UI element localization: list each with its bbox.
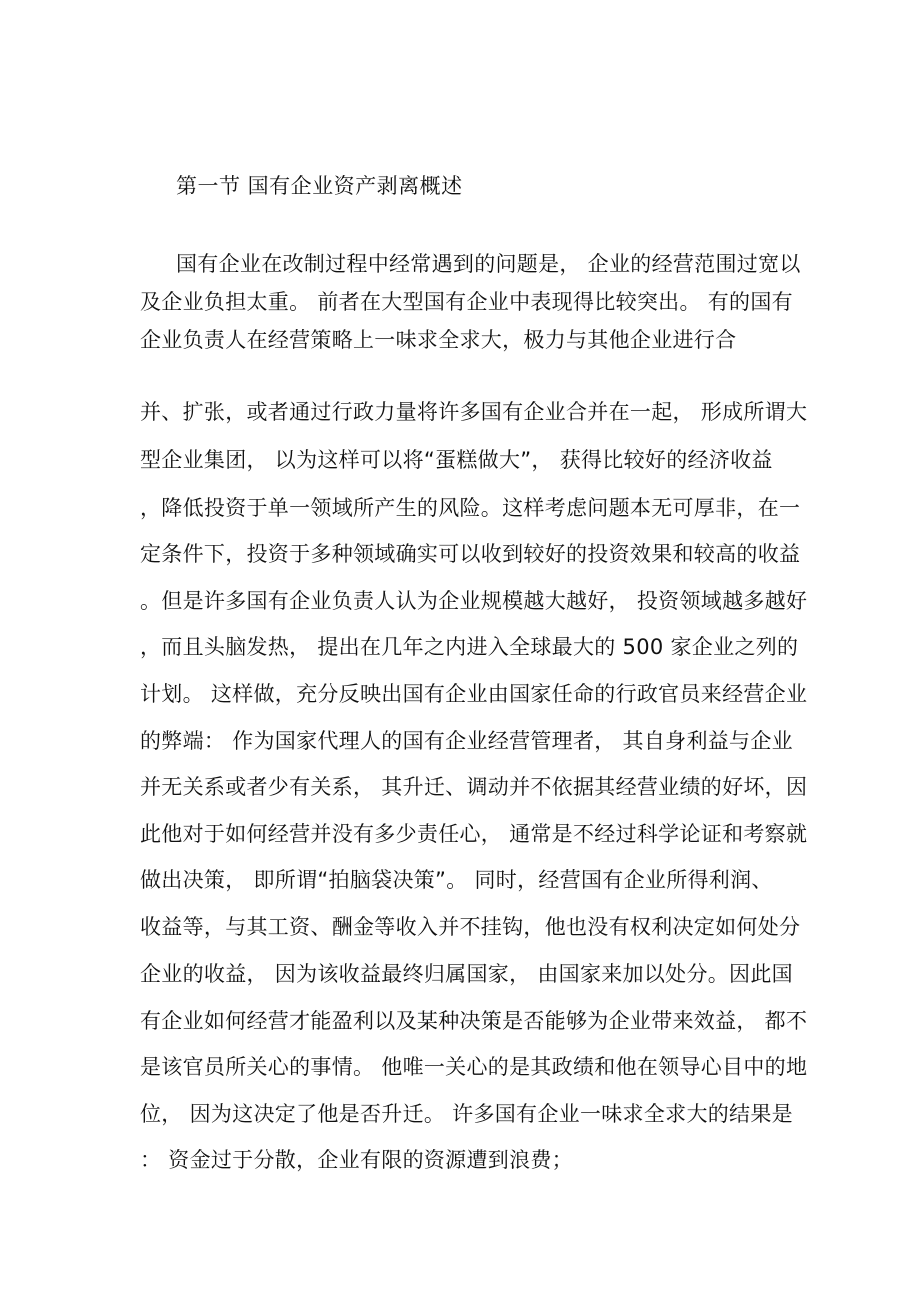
- paragraph-line: 国有企业在改制过程中经常遇到的问题是， 企业的经营范围过宽以: [176, 252, 801, 276]
- section-heading: 第一节 国有企业资产剥离概述: [176, 174, 463, 198]
- paragraph-line: 并无关系或者少有关系， 其升迁、调动并不依据其经营业绩的好坏，因: [140, 775, 808, 799]
- paragraph-line: ，而且头脑发热， 提出在几年之内进入全球最大的 500 家企业之列的: [140, 635, 799, 659]
- paragraph-line: 并、扩张，或者通过行政力量将许多国有企业合并在一起， 形成所谓大: [140, 400, 808, 424]
- paragraph-line: 定条件下，投资于多种领域确实可以收到较好的投资效果和较高的收益: [140, 542, 801, 566]
- paragraph-line: 型企业集团， 以为这样可以将“蛋糕做大”， 获得比较好的经济收益: [140, 448, 773, 472]
- paragraph-line: 做出决策， 即所谓“拍脑袋决策”。 同时，经营国有企业所得利润、: [140, 868, 773, 892]
- paragraph-line: 的弊端： 作为国家代理人的国有企业经营管理者， 其自身利益与企业: [140, 729, 793, 753]
- paragraph-line: 是该官员所关心的事情。 他唯一关心的是其政绩和他在领导心目中的地: [140, 1055, 808, 1079]
- paragraph-line: 位， 因为这决定了他是否升迁。 许多国有企业一味求全求大的结果是: [140, 1102, 793, 1126]
- paragraph-line: 计划。 这样做，充分反映出国有企业由国家任命的行政官员来经营企业: [140, 682, 808, 706]
- paragraph-line: 企业负责人在经营策略上一味求全求大，极力与其他企业进行合: [140, 328, 737, 352]
- paragraph-line: 此他对于如何经营并没有多少责任心， 通常是不经过科学论证和考察就: [140, 822, 808, 846]
- paragraph-line: ，降低投资于单一领域所产生的风险。这样考虑问题本无可厚非，在一: [140, 496, 801, 520]
- paragraph-line: 收益等，与其工资、酬金等收入并不挂钩，他也没有权利决定如何处分: [140, 915, 801, 939]
- paragraph-line: 有企业如何经营才能盈利以及某种决策是否能够为企业带来效益， 都不: [140, 1009, 808, 1033]
- paragraph-line: 企业的收益， 因为该收益最终归属国家， 由国家来加以处分。因此国: [140, 962, 793, 986]
- paragraph-line: 。但是许多国有企业负责人认为企业规模越大越好， 投资领域越多越好: [140, 589, 808, 613]
- paragraph-line: 及企业负担太重。 前者在大型国有企业中表现得比较突出。 有的国有: [140, 290, 793, 314]
- paragraph-line: ： 资金过于分散，企业有限的资源遭到浪费；: [140, 1148, 573, 1172]
